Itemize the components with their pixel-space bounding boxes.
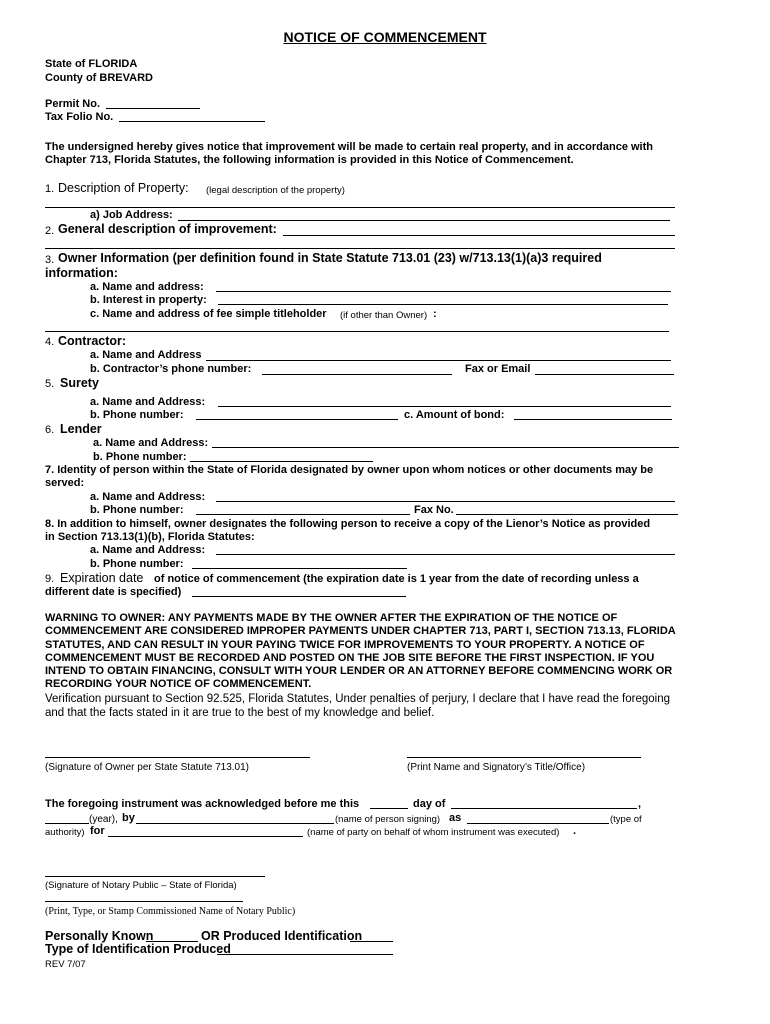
lender-phone-field[interactable] bbox=[190, 461, 373, 462]
section-3-title-1: Owner Information (per definition found in State Statute 713.01 (23) w/713.13(1)(a)3 required bbox=[58, 251, 602, 265]
ack-day-of: day of bbox=[413, 798, 446, 810]
surety-phone-label: b. Phone number: bbox=[90, 409, 184, 421]
owner-signature-caption: (Signature of Owner per State Statute 713.01) bbox=[45, 762, 250, 773]
id-type-field[interactable] bbox=[217, 954, 393, 955]
titleholder-colon: : bbox=[433, 308, 437, 320]
id-type-label: Type of Identification Produced bbox=[45, 942, 231, 956]
designee-fax-label: Fax No. bbox=[414, 504, 454, 516]
section-6-title: Lender bbox=[60, 422, 102, 436]
titleholder-label: c. Name and address of fee simple titleholder bbox=[90, 308, 327, 320]
notary-name-caption: (Print, Type, or Stamp Commissioned Name of Notary Public) bbox=[45, 906, 296, 917]
lender-phone-label: b. Phone number: bbox=[93, 451, 187, 463]
ack-as: as bbox=[449, 812, 462, 824]
ack-person-field[interactable] bbox=[136, 823, 334, 824]
improvement-field-2[interactable] bbox=[45, 248, 675, 249]
owner-interest-field[interactable] bbox=[218, 304, 668, 305]
designee-name-field[interactable] bbox=[216, 501, 675, 502]
designee-phone-label: b. Phone number: bbox=[90, 504, 184, 516]
section-1-note: (legal description of the property) bbox=[206, 185, 345, 196]
bond-amount-label: c. Amount of bond: bbox=[404, 409, 505, 421]
property-description-field[interactable] bbox=[45, 207, 675, 208]
job-address-field[interactable] bbox=[178, 220, 670, 221]
owner-name-label: a. Name and address: bbox=[90, 281, 204, 293]
section-5-title: Surety bbox=[60, 376, 99, 390]
section-3-title-2: information: bbox=[45, 266, 118, 280]
ack-month-field[interactable] bbox=[451, 808, 637, 809]
designee-fax-field[interactable] bbox=[456, 514, 678, 515]
ack-by: by bbox=[122, 812, 135, 824]
intro-line-1: The undersigned hereby gives notice that improvement will be made to certain real property, and in accordance with bbox=[45, 141, 653, 153]
section-4-title: Contractor: bbox=[58, 334, 127, 348]
owner-signature-line[interactable] bbox=[45, 757, 310, 758]
ack-text-1: The foregoing instrument was acknowledged before me this bbox=[45, 798, 360, 810]
ack-year-label: (year), bbox=[89, 814, 118, 825]
notary-signature-line[interactable] bbox=[45, 876, 265, 877]
ack-person-label: (name of person signing) bbox=[335, 814, 441, 825]
ack-year-field[interactable] bbox=[45, 823, 89, 824]
section-7-line-1: 7. Identity of person within the State of Florida designated by owner upon whom notices or other documents may be bbox=[45, 464, 654, 476]
contractor-fax-field[interactable] bbox=[535, 374, 674, 375]
notary-signature-caption: (Signature of Notary Public – State of Florida) bbox=[45, 880, 237, 891]
section-1-title: Description of Property: bbox=[58, 181, 189, 195]
owner-interest-label: b. Interest in property: bbox=[90, 294, 207, 306]
ack-type-of: (type of bbox=[610, 814, 642, 825]
state-label: State of FLORIDA bbox=[45, 58, 138, 70]
section-5-number: 5. bbox=[45, 378, 55, 390]
copy-recipient-name-label: a. Name and Address: bbox=[90, 544, 206, 556]
contractor-fax-label: Fax or Email bbox=[465, 363, 531, 375]
designee-phone-field[interactable] bbox=[196, 514, 410, 515]
contractor-name-field[interactable] bbox=[206, 360, 671, 361]
section-8-line-2: in Section 713.13(1)(b), Florida Statutes: bbox=[45, 531, 255, 543]
surety-phone-field[interactable] bbox=[196, 419, 398, 420]
copy-recipient-name-field[interactable] bbox=[216, 554, 675, 555]
section-9-title: Expiration date bbox=[60, 571, 144, 585]
lender-name-label: a. Name and Address: bbox=[93, 437, 209, 449]
revision-label: REV 7/07 bbox=[45, 959, 86, 970]
section-9-text: of notice of commencement (the expiration date is 1 year from the date of recording unless a bbox=[154, 573, 639, 585]
print-name-caption: (Print Name and Signatory’s Title/Office) bbox=[407, 762, 586, 773]
permit-field[interactable] bbox=[106, 108, 200, 109]
improvement-field[interactable] bbox=[283, 235, 675, 236]
owner-name-field[interactable] bbox=[216, 291, 671, 292]
titleholder-field[interactable] bbox=[45, 331, 669, 332]
contractor-phone-label: b. Contractor’s phone number: bbox=[90, 363, 252, 375]
section-9-line-2: different date is specified) bbox=[45, 586, 182, 598]
ack-for: for bbox=[90, 825, 105, 837]
lender-name-field[interactable] bbox=[212, 447, 679, 448]
verification-text: Verification pursuant to Section 92.525, Florida Statutes, Under penalties of perjury, I declare that I have read the foregoing and that the facts stated in it are true to the best of my knowledge and belief. bbox=[45, 693, 670, 719]
section-7-line-2: served: bbox=[45, 477, 85, 489]
contractor-phone-field[interactable] bbox=[262, 374, 452, 375]
bond-amount-field[interactable] bbox=[514, 419, 672, 420]
warning-text: WARNING TO OWNER: ANY PAYMENTS MADE BY THE OWNER AFTER THE EXPIRATION OF THE NOTICE OF COMMENCEMENT ARE CONSIDERED IMPROPER PAYMENTS UNDER CHAPTER 713, PART I, SECTION 713.13, FLORIDA STATUTES, AND CAN RESULT IN YOUR PAYING TWICE FOR IMPROVEMENTS TO YOUR PROPERTY. A NOTICE OF COMMENCEMENT MUST BE RECORDED AND POSTED ON THE JOB SITE BEFORE THE FIRST INSPECTION. IF YOU INTEND TO OBTAIN FINANCING, CONSULT WITH YOUR LENDER OR AN ATTORNEY BEFORE COMMENCING WORK OR RECORDING YOUR NOTICE OF COMMENCEMENT. bbox=[45, 612, 676, 691]
job-address-label: a) Job Address: bbox=[90, 209, 173, 221]
contractor-name-label: a. Name and Address bbox=[90, 349, 202, 361]
copy-recipient-phone-label: b. Phone number: bbox=[90, 558, 184, 570]
expiration-date-field[interactable] bbox=[192, 596, 406, 597]
section-6-number: 6. bbox=[45, 424, 55, 436]
section-2-number: 2. bbox=[45, 225, 55, 237]
designee-name-label: a. Name and Address: bbox=[90, 491, 206, 503]
surety-name-label: a. Name and Address: bbox=[90, 396, 206, 408]
section-3-number: 3. bbox=[45, 254, 55, 266]
print-name-line[interactable] bbox=[407, 757, 641, 758]
ack-authority-label: authority) bbox=[45, 827, 85, 838]
ack-authority-field[interactable] bbox=[467, 823, 609, 824]
personally-known-label: Personally Known bbox=[45, 929, 154, 943]
tax-folio-label: Tax Folio No. bbox=[45, 111, 114, 123]
section-1-number: 1. bbox=[45, 183, 55, 195]
surety-name-field[interactable] bbox=[218, 406, 671, 407]
document-title: NOTICE OF COMMENCEMENT bbox=[283, 29, 487, 45]
intro-line-2: Chapter 713, Florida Statutes, the following information is provided in this Notice of Commencement. bbox=[45, 154, 574, 166]
titleholder-note: (if other than Owner) bbox=[340, 310, 428, 321]
notary-name-line[interactable] bbox=[45, 901, 243, 902]
permit-label: Permit No. bbox=[45, 98, 101, 110]
section-2-title: General description of improvement: bbox=[58, 222, 277, 236]
county-label: County of BREVARD bbox=[45, 72, 153, 84]
ack-period: . bbox=[573, 825, 577, 837]
section-8-line-1: 8. In addition to himself, owner designates the following person to receive a copy of the Lienor’s Notice as provided bbox=[45, 518, 651, 530]
ack-day-field[interactable] bbox=[370, 808, 408, 809]
ack-party-field[interactable] bbox=[108, 836, 303, 837]
ack-comma: , bbox=[638, 798, 642, 810]
copy-recipient-phone-field[interactable] bbox=[192, 568, 407, 569]
ack-party-label: (name of party on behalf of whom instrument was executed) bbox=[307, 827, 560, 838]
produced-id-label: OR Produced Identification bbox=[201, 929, 363, 943]
tax-folio-field[interactable] bbox=[119, 121, 265, 122]
section-4-number: 4. bbox=[45, 336, 55, 348]
produced-id-field[interactable] bbox=[350, 941, 393, 942]
section-9-number: 9. bbox=[45, 573, 55, 585]
